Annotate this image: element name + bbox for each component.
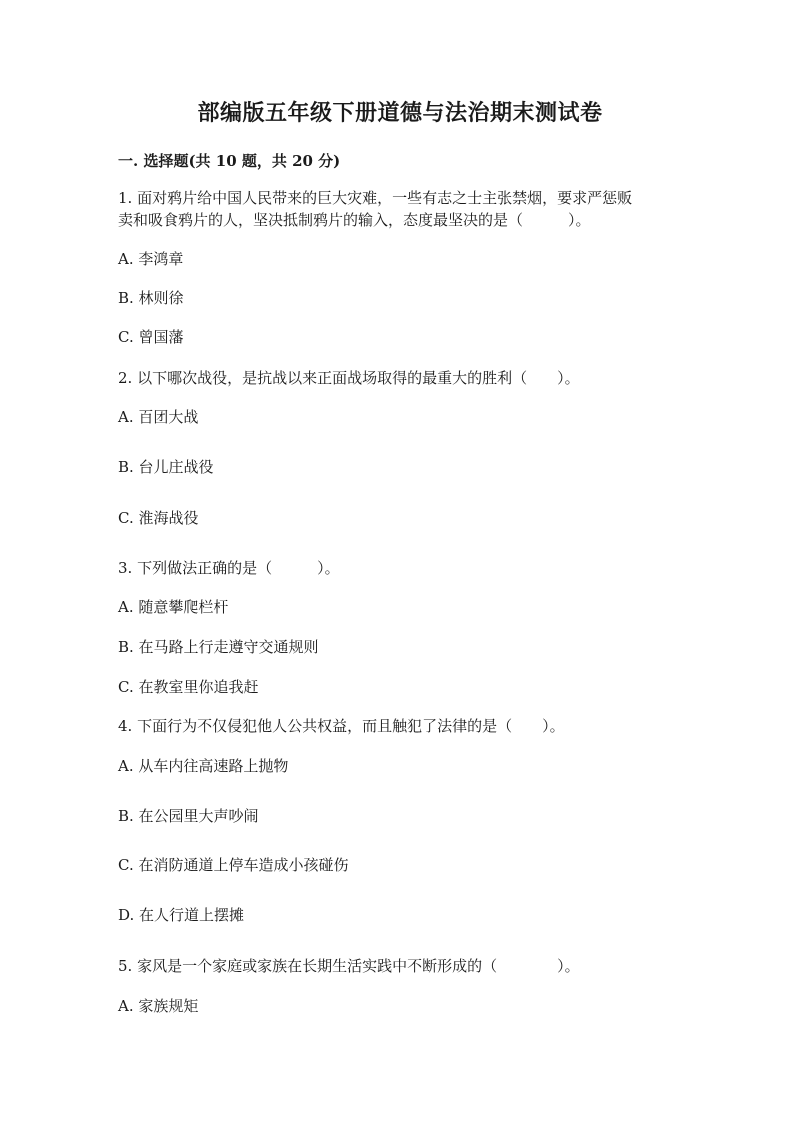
question-4-option-d: D. 在人行道上摆摊	[118, 906, 245, 924]
question-3-option-a: A. 随意攀爬栏杆	[118, 598, 229, 616]
question-3-option-c: C. 在教室里你追我赶	[118, 678, 259, 696]
question-1-stem-line-2: 卖和吸食鸦片的人，坚决抵制鸦片的输入，态度最坚决的是（ ）。	[118, 211, 591, 229]
question-1-option-c: C. 曾国藩	[118, 328, 184, 346]
question-1-option-b: B. 林则徐	[118, 289, 184, 307]
question-5-option-a: A. 家族规矩	[118, 997, 199, 1015]
question-1-option-a: A. 李鸿章	[118, 250, 184, 268]
section-heading: 一. 选择题(共 10 题，共 20 分)	[118, 152, 341, 170]
question-4-option-b: B. 在公园里大声吵闹	[118, 807, 259, 825]
question-1-stem-line-1: 1. 面对鸦片给中国人民带来的巨大灾难，一些有志之士主张禁烟，要求严惩贩	[118, 189, 633, 207]
question-4-option-c: C. 在消防通道上停车造成小孩碰伤	[118, 856, 349, 874]
question-4-stem: 4. 下面行为不仅侵犯他人公共权益，而且触犯了法律的是（ ）。	[118, 717, 565, 735]
question-2-option-a: A. 百团大战	[118, 408, 199, 426]
question-3-option-b: B. 在马路上行走遵守交通规则	[118, 638, 319, 656]
page-title: 部编版五年级下册道德与法治期末测试卷	[197, 100, 603, 126]
question-3-stem: 3. 下列做法正确的是（ ）。	[118, 559, 340, 577]
question-2-option-b: B. 台儿庄战役	[118, 458, 214, 476]
question-2-stem: 2. 以下哪次战役，是抗战以来正面战场取得的最重大的胜利（ ）。	[118, 369, 580, 387]
question-4-option-a: A. 从车内往高速路上抛物	[118, 757, 289, 775]
question-2-option-c: C. 淮海战役	[118, 509, 199, 527]
question-5-stem: 5. 家风是一个家庭或家族在长期生活实践中不断形成的（ ）。	[118, 957, 580, 975]
